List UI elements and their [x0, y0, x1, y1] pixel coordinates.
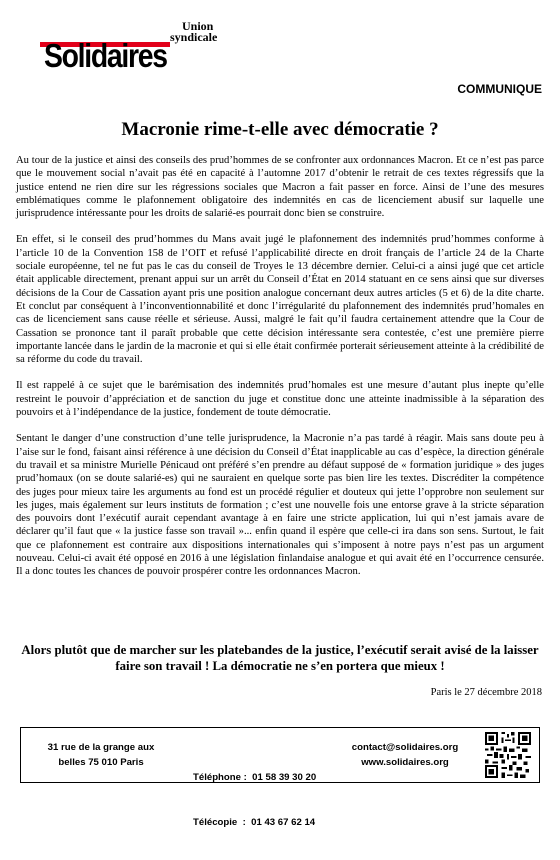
date-line: Paris le 27 décembre 2018	[430, 687, 542, 698]
paragraph-3: Il est rappelé à ce sujet que le barémisation des indemnités prud’homales est une mesure d’autant plus inepte qu’elle restreint le pouvoir d’appréciation et de sanction du juge et constitue donc une atteinte inadmissible à la séparation des pouvoirs et à l’indépendance de la justice, fondement de toute démocratie.	[16, 380, 544, 419]
address-line-2: belles 75 010 Paris	[58, 757, 144, 768]
qr-code-icon	[485, 732, 531, 778]
logo-union-text: Union	[182, 19, 214, 33]
paragraph-4: Sentant le danger d’une construction d’une telle jurisprudence, la Macronie n’a pas tardé à réagir. Mais sans doute peu à l’aise sur le fond, faisant ainsi référence à une décision du Conseil d’État inapplicable au cas d’espèce, la direction générale du travail et sa ministre Murielle Pénicaud ont préféré s’en prendre au défaut supposé de « formation juridique » des juges prud’homaux (on se doute salarié-es) qui ne sauraient en quelque sorte pas bien lire les textes. Discréditer la compétence des juges pour mieux taire les arguments au fond est un procédé régulier et douteux qui jette l’opprobre non seulement sur les juges, mais également sur leurs instituts de formation ; c’est une nouvelle fois une entorse grave à la stricte séparation des pouvoirs dont l’exécutif aurait cependant avantage à en faire une stricte application, lui qui n’est jamais avare de déclarer qu’il faut que « la justice fasse son travail »... enfin quand il espère que celle-ci ira dans son sens. Surtout, le fait que ce plafonnement est contraire aux dispositions internationales qui s’imposent à notre pays n’est pas un argument nouveau. Celui-ci avait été opposé en 2016 à une législation finlandaise analogue et qui avait été en l’occurrence censurée. Il a donc toutes les chances de pouvoir prospérer contre les ordonnances Macron.	[16, 433, 544, 578]
logo-syndicale-text: syndicale	[170, 30, 218, 44]
footer-box	[20, 727, 540, 828]
footer-address	[31, 740, 171, 770]
solidaires-logo	[40, 19, 220, 78]
conclusion: Alors plutôt que de marcher sur les platebandes de la justice, l’exécutif serait avisé de la laisser faire son travail ! La démocratie ne s’en portera que mieux !	[21, 643, 539, 673]
page-title: Macronie rime-t-elle avec démocratie ?	[121, 119, 439, 140]
footer-contact	[345, 740, 465, 770]
website-link[interactable]: www.solidaires.org	[361, 757, 449, 768]
address-line-1: 31 rue de la grange aux	[47, 742, 155, 753]
fax-line: Télécopie : 01 43 67 62 14	[193, 817, 316, 828]
paragraph-1: Au tour de la justice et ainsi des conseils des prud’hommes de se confronter aux ordonnances Macron. Et ce n’est pas parce que le mouvement social n’avait pas été en capacité à l’automne 2017 d’obtenir le retrait de ces textes régressifs que la justice entend ne rien dire sur les régressions sociales que Macron a fait passer en force. Ainsi de l’une des mesures emblématiques comme le plafonnement obligatoire des indemnités en cas de licenciement abusif sur laquelle une jurisprudence intéressante pour les droits de salarié-es pourrait donc bien se construire.	[16, 155, 544, 220]
footer-phones	[193, 740, 316, 860]
phone-line: Téléphone : 01 58 39 30 20	[193, 772, 317, 783]
email-link[interactable]: contact@solidaires.org	[351, 742, 459, 753]
logo-main-text: Solidaires	[44, 37, 167, 74]
header	[0, 0, 560, 110]
article-body	[16, 154, 544, 592]
communique-label: COMMUNIQUE	[457, 82, 542, 96]
paragraph-2: En effet, si le conseil des prud’hommes du Mans avait jugé le plafonnement des indemnités prud’hommes conforme à l’article 10 de la Convention 158 de l’OIT et refusé l’applicabilité directe en droit français de l’article 24 de la Charte sociale européenne, tel ne fut pas le cas du conseil de Troyes le 13 décembre dernier. Celui-ci a ainsi jugé que cet article était applicable directement, prenant appui sur un arrêt du Conseil d’État en 2014 statuant en ce sens ainsi que sur diverses décisions de la Cour de Cassation ayant pris une position analogue concernant deux autres articles (5 et 6) de la dite charte. Et conclut par conséquent à l’inconventionnabilité et donc l’irrégularité du plafonnement des indemnités prud’homales en cas de licenciement sans cause réelle et sérieuse. Aussi, malgré le fait qu’il faudra certainement attendre que la Cour de Cassation se prononce tant il paraît probable que cette décision intéressante sera contestée, c’est une première pierre importante lancée dans le jardin de la macronie et qui si elle était confirmée porterait sérieusement atteinte à la crédibilité de sa réforme du code du travail.	[16, 234, 544, 366]
